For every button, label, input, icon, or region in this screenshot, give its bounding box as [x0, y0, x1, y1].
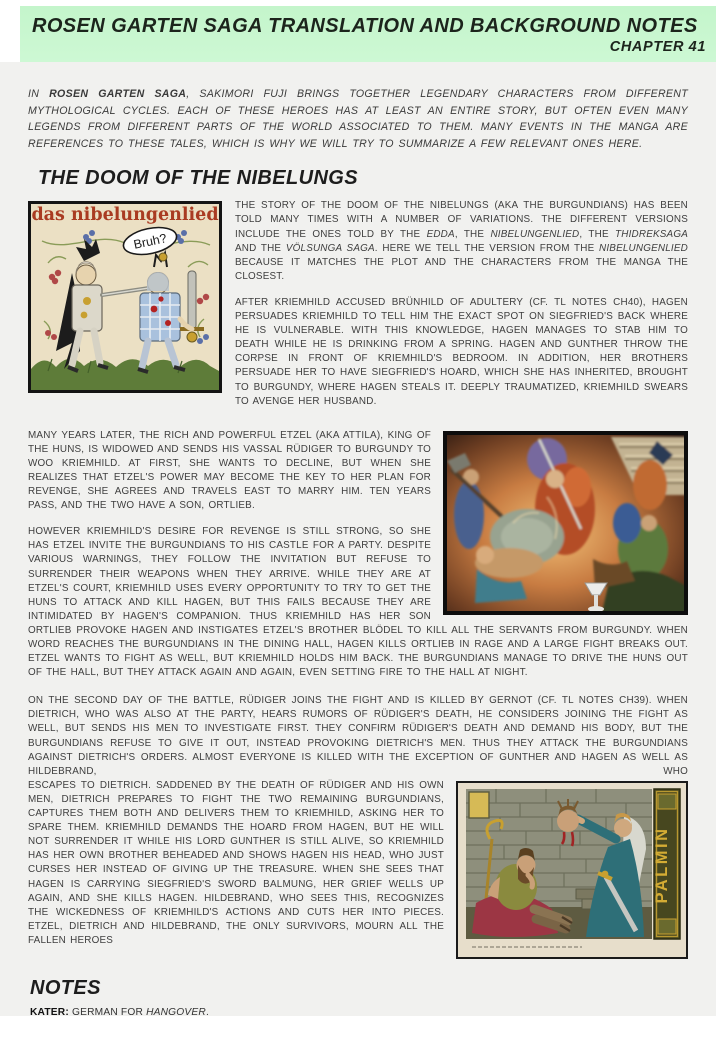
- second-day-wrap: [28, 779, 688, 963]
- text-run: . HERE WE TELL THE VERSION FROM THE: [374, 242, 600, 254]
- paragraph-second-day-part1: ON THE SECOND DAY OF THE BATTLE, RÜDIGER JOINS THE FIGHT AND IS KILLED BY GERNOT (CF. TL NOTES CH39). WHEN DIETRICH, WHO WAS ALSO AT THE PARTY, HEARS RUMORS OF RÜDIGER'S DEATH, HE CONSIDERS JOINING THE FIGHT AS WELL, BUT SENDS HIS MEN TO INVESTIGATE FIRST. THEY CONFIRM RÜDIGER'S DEATH AND DEMAND HIS BODY, BUT THE BURGUNDIANS REFUSE TO GIVE IT OUT, INSTEAD PROVOKING DIETRICH'S MEN. THUS THEY ATTACK THE BURGUNDIANS AGAINST DIETRICH'S ORDERS. ALMOST EVERYONE IS KILLED WITH THE EXCEPTION OF GUNTHER AND HAGEN AS WELL AS HILDEBRAND, WHO: [28, 695, 688, 777]
- text-run: AND THE: [235, 242, 286, 254]
- text-run: BECAUSE IT MATCHES THE PLOT AND THE CHARACTERS FROM THE MANGA THE CLOSEST.: [235, 256, 688, 282]
- manuscript-illustration: [28, 201, 222, 393]
- paragraph-castle-party: HOWEVER KRIEMHILD'S DESIRE FOR REVENGE IS STILL STRONG, SO SHE HAS ETZEL INVITE THE BURGUNDIANS TO HIS CASTLE FOR A PARTY. DESPITE VARIOUS WARNINGS, THEY FOLLOW THE INVITATION BUT REFUSE TO SURRENDER THEIR WEAPONS WHEN THEY ARRIVE. WHILE THEY ARE AT ETZEL'S COURT, KRIEMHILD USES EVERY OPPORTUNITY TO TRY TO GET THE HUNS TO ATTACK AND KILL HAGEN, BUT THIS FAILS BECAUSE THEY ARE INTIMIDATED BY HAGEN'S COMPANION. THUS KRIEMHILD HAS HER SON ORTLIEB PROVOKE HAGEN AND INSTIGATES ETZEL'S BROTHER BLÖDEL TO KILL ALL THE SERVANTS FROM BURGUNDY. WHEN WORD REACHES THE BURGUNDIANS IN THE DINING HALL, HAGEN KILLS ORTLIEB IN RAGE AND A LARGE FIGHT BREAKS OUT. ETZEL WANTS TO FIGHT AS WELL, BUT KRIEMHILD HOLDS HIM BACK. THE BURGUNDIANS MANAGE TO DRIVE THE HUNS OUT OF THE HALL, BUT THEY ATTACK AGAIN AND AGAIN, EVEN SETTING FIRE TO THE HALL AT NIGHT.: [28, 526, 688, 679]
- title-nibelungenlied: NIBELUNGENLIED: [490, 228, 580, 240]
- section-etzel-court: [28, 429, 688, 693]
- title-volsunga-saga: VÖLSUNGA SAGA: [285, 242, 375, 254]
- paragraph-siegfried-murder: AFTER KRIEMHILD ACCUSED BRÜNHILD OF ADULTERY (CF. TL NOTES CH40), HAGEN PERSUADES KRIEMHILD TO TELL HIM THE EXACT SPOT ON SIEGFRIED'S BACK WHERE HE IS VULNERABLE. WITH THIS KNOWLEDGE, HAGEN MANAGES TO STAB HIM TO DEATH WHILE HE IS DRINKING FROM A SPRING. HAGEN AND GUNTHER THROW THE CORPSE IN FRONT OF KRIEMHILD'S BEDROOM. IN ADDITION, HER BROTHERS PERSUADE HER TO HAVE SIEGFRIED'S HOARD, WHICH SHE HAS INHERITED, BROUGHT TO BURGUNDY, WHERE HAGEN STEALS IT. DEEPLY TRAUMATIZED, KRIEMHILD SWEARS TO AVENGE HER HUSBAND.: [235, 296, 688, 407]
- paragraph-second-day-part2: ESCAPES TO DIETRICH. SADDENED BY THE DEATH OF RÜDIGER AND HIS OWN MEN, DIETRICH PREPARES TO FIGHT THE TWO REMAINING BURGUNDIANS, CAPTURES THEM BOTH AND DELIVERS THEM TO KRIEMHILD, ASKING HER TO SPARE THEM. KRIEMHILD DEMANDS THE HOARD FROM HAGEN, BUT HE WILL NOT SURRENDER IT WHILE HIS LORD GUNTHER IS STILL ALIVE, SO KRIEMHILD HAS HER OWN BROTHER BEHEADED AND SHOWS HAGEN HIS HEAD, WHO JUST CURSES HER INSTEAD OF GIVING UP THE TREASURE. WHEN SHE SEES THAT HAGEN IS CARRYING SIEGFRIED'S SWORD BALMUNG, HER GRIEF WELLS UP AGAIN, AND SHE KILLS HAGEN. HILDEBRAND, WHO SEES THIS, RECOGNIZES THE WICKEDNESS OF KRIEMHILD'S ACTIONS AND CUTS HER INTO PIECES. ETZEL, DIETRICH AND HILDEBRAND, THE ONLY SURVIVORS, MOURN ALL THE FALLEN HEROES: [28, 779, 444, 946]
- note-term: KATER:: [30, 1006, 69, 1016]
- palmin-card-illustration: [456, 781, 688, 959]
- text-run: , THE: [454, 228, 491, 240]
- intro-paragraph: [28, 86, 688, 152]
- speech-bubble-text: Bruh?: [132, 231, 168, 253]
- section-heading-doom: THE DOOM OF THE NIBELUNGS: [38, 167, 358, 190]
- text-run: THE STORY OF THE DOOM OF THE NIBELUNGS (AKA THE BURGUNDIANS) HAS BEEN TOLD MANY TIMES WITH A NUMBER OF VARIATIONS. THE DIFFERENT VERSIONS INCLUDE THE ONES TOLD BY THE: [235, 200, 688, 240]
- chapter-label: CHAPTER 41: [609, 39, 706, 55]
- note-kater: [30, 1007, 688, 1016]
- title-edda: EDDA: [426, 228, 455, 240]
- intro-rest: , SAKIMORI FUJI BRINGS TOGETHER LEGENDARY CHARACTERS FROM DIFFERENT MYTHOLOGICAL CYCLES. EACH OF THESE HEROES HAS AT LEAST AN ENTIRE STORY, BUT OFTEN EVEN MANY LEGENDS FROM DIFFERENT PARTS OF THE WORLD ASSOCIATED TO THEM. MANY EVENTS IN THE MANGA ARE REFERENCES TO THESE TALES, WHICH IS WHY WE WILL TRY TO SUMMARIZE A FEW RELEVANT ONES HERE.: [28, 88, 688, 150]
- paragraph-etzel-marriage: MANY YEARS LATER, THE RICH AND POWERFUL ETZEL (AKA ATTILA), KING OF THE HUNS, IS WIDOWED AND SENDS HIS VASSAL RÜDIGER TO BURGUNDY TO WOO KRIEMHILD. AT FIRST, SHE WANTS TO DECLINE, BUT WHEN SHE REALIZES THAT ETZEL'S POWER MAY BECOME THE KEY TO HER PLAN FOR REVENGE, SHE AGREES AND TRAVELS EAST TO MARRY HIM. TEN YEARS PASS, AND THE TWO HAVE A SON, ORTLIEB.: [28, 429, 431, 512]
- manuscript-title: das nibelungenlied: [31, 205, 219, 226]
- note-word-hangover: HANGOVER: [146, 1006, 206, 1016]
- page-content: [0, 62, 716, 1016]
- battle-painting: [443, 431, 688, 615]
- page-title: ROSEN GARTEN SAGA TRANSLATION AND BACKGROUND NOTES: [32, 15, 698, 37]
- note-text: GERMAN FOR: [68, 1006, 147, 1016]
- header-banner: [20, 6, 716, 62]
- notes-heading: NOTES: [30, 976, 101, 999]
- section-second-day: [28, 694, 688, 963]
- intro-pre: IN: [28, 88, 50, 100]
- section-doom-intro: [28, 199, 688, 420]
- title-thidreksaga: THIDREKSAGA: [615, 228, 689, 240]
- palmin-brand-band: [653, 789, 680, 939]
- palmin-brand-text: PALMIN: [653, 826, 671, 904]
- note-end: .: [205, 1006, 209, 1016]
- title-nibelungenlied: NIBELUNGENLIED: [599, 242, 688, 254]
- text-run: , THE: [579, 228, 616, 240]
- manga-title: ROSEN GARTEN SAGA: [49, 88, 187, 100]
- dungeon-scene: [466, 789, 652, 939]
